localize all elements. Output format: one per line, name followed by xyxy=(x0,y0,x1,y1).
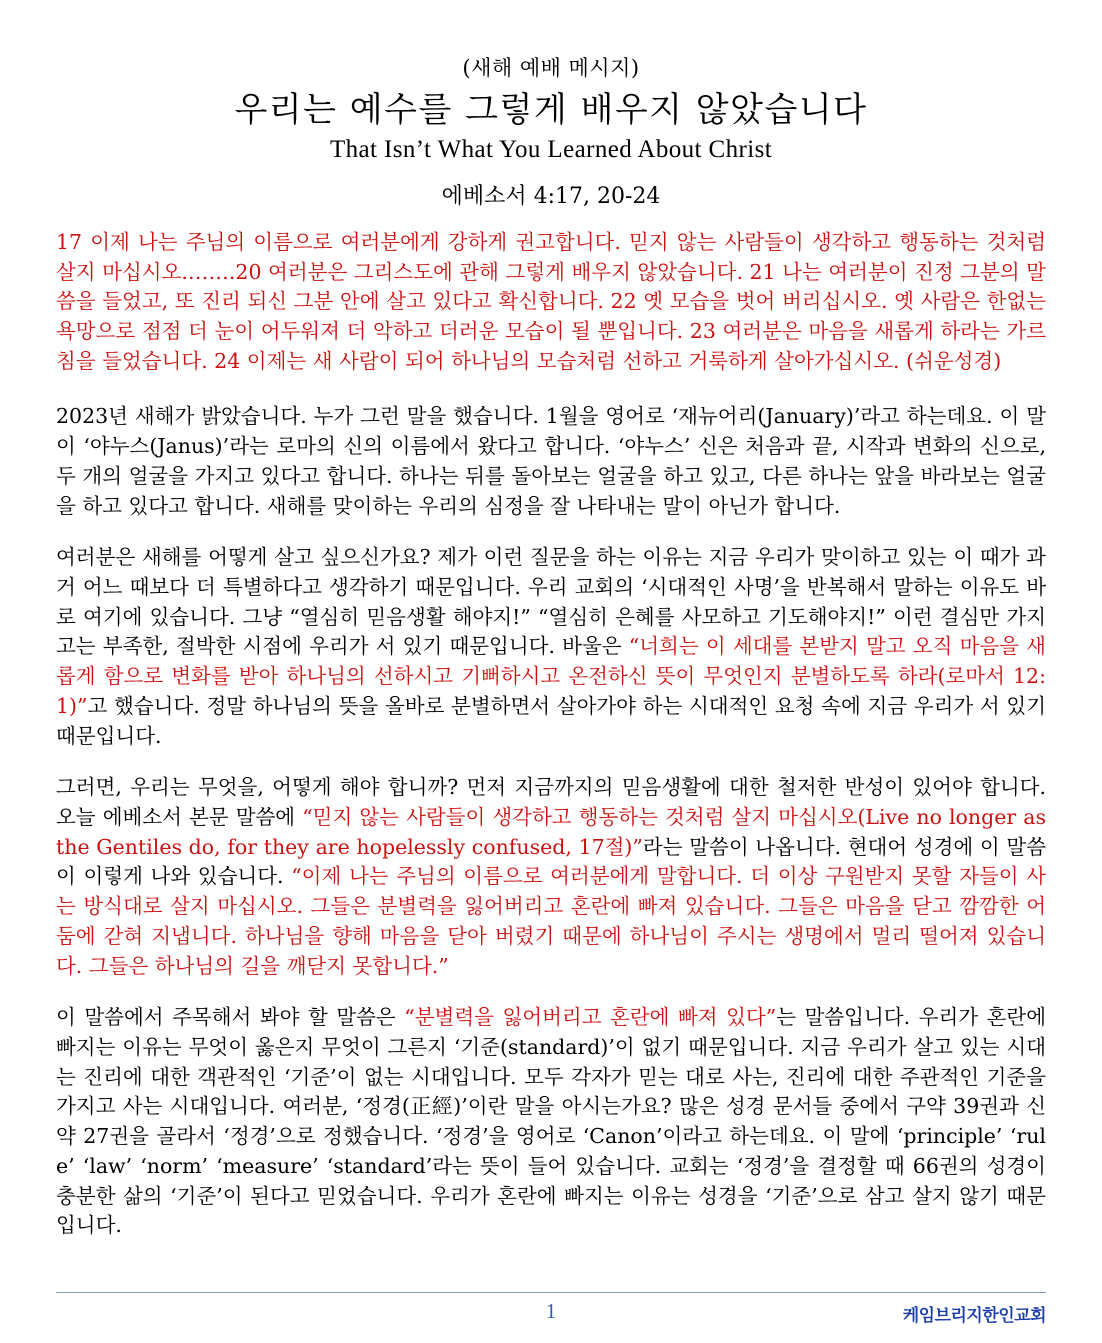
body-paragraph xyxy=(56,1003,1046,1241)
page-title-english: That Isn’t What You Learned About Christ xyxy=(329,135,773,163)
page-footer xyxy=(56,1292,1046,1333)
church-name: 케임브리지한인교회 xyxy=(902,1306,1046,1326)
paragraph-text: 이 말씀에서 주목해서 봐야 할 말씀은 xyxy=(56,1005,405,1030)
body-paragraph xyxy=(56,543,1046,751)
paragraph-text: 고 했습니다. 정말 하나님의 뜻을 올바로 분별하면서 살아가야 하는 시대적인 요청 속에 지금 우리가 서 있기 때문입니다. xyxy=(56,693,1046,748)
scripture-passage: 17 이제 나는 주님의 이름으로 여러분에게 강하게 권고합니다. 믿지 않는 사람들이 생각하고 행동하는 것처럼 살지 마십시오.…….20 여러분은 그리스도에 관해 그렇게 배우지 않았습니다. 21 나는 여러분이 진정 그분의 말씀을 들었고, 또 진리 되신 그분 안에 살고 있다고 확신합니다. 22 옛 모습을 벗어 버리십시오. 옛 사람은 한없는 욕망으로 점점 더 눈이 어두워져 더 악하고 더러운 모습이 될 뿐입니다. 23 여러분은 마음을 새롭게 하라는 가르침을 들었습니다. 24 이제는 새 사람이 되어 하나님의 모습처럼 선하고 거룩하게 살아가십시오. (쉬운성경) xyxy=(56,229,1046,373)
page-title-korean: 우리는 예수를 그렇게 배우지 않았습니다 xyxy=(234,90,868,130)
body-paragraph xyxy=(56,402,1046,521)
paragraph-text: 는 말씀입니다. 우리가 혼란에 빠지는 이유는 무엇이 옳은지 무엇이 그른지 ‘기준(standard)’이 없기 때문입니다. 지금 우리가 살고 있는 시대는 진리에 대한 객관적인 ‘기준’이 없는 시대입니다. 모두 각자가 믿는 대로 사는, 진리에 대한 주관적인 기준을 가지고 사는 시대입니다. 여러분, ‘정경(正經)’이란 말을 아시는가요? 많은 성경 문서들 중에서 구약 39권과 신약 27권을 골라서 ‘정경’으로 정했습니다. ‘정경’을 영어로 ‘Canon’이라고 하는데요. 이 말에 ‘principle’ ‘rule’ ‘law’ ‘norm’ ‘measure’ ‘standard’라는 뜻이 들어 있습니다. 교회는 ‘정경’을 결정할 때 66권의 성경이 충분한 삶의 ‘기준’이 된다고 믿었습니다. 우리가 혼란에 빠지는 이유는 성경을 ‘기준’으로 삼고 살지 않기 때문입니다. xyxy=(56,1005,1046,1238)
paragraph-text: 그러면, 우리는 무엇을, 어떻게 해야 합니까? 먼저 지금까지의 믿음생활에 대한 철저한 반성이 있어야 합니다. 오늘 에베소서 본문 말씀에 xyxy=(56,775,1046,830)
paragraph-text: 라는 말씀이 나옵니다. 현대어 성경에 이 말씀이 이렇게 나와 있습니다. xyxy=(56,834,1046,889)
highlighted-quote: “너희는 이 세대를 본받지 말고 오직 마음을 새롭게 함으로 변화를 받아 하나님의 선하시고 기뻐하시고 온전하신 뜻이 무엇인지 분별하도록 하라(로마서 12:1)” xyxy=(56,634,1046,718)
message-kicker: (새해 예배 메시지) xyxy=(462,56,640,80)
scripture-reference: 에베소서 4:17, 20-24 xyxy=(441,183,661,209)
body-content xyxy=(56,402,1046,1241)
highlighted-quote: “믿지 않는 사람들이 생각하고 행동하는 것처럼 살지 마십시오(Live no longer as the Gentiles do, for they are hopelessly confused, 17절)” xyxy=(56,805,1046,859)
highlighted-quote: “분별력을 잃어버리고 혼란에 빠져 있다” xyxy=(404,1005,777,1030)
body-paragraph xyxy=(56,773,1046,981)
highlighted-quote: “이제 나는 주님의 이름으로 여러분에게 말합니다. 더 이상 구원받지 못할 자들이 사는 방식대로 살지 마십시오. 그들은 분별력을 잃어버리고 혼란에 빠져 있습니다. 그들은 마음을 닫고 깜깜한 어둠에 갇혀 지냅니다. 하나님을 향해 마음을 닫아 버렸기 때문에 하나님이 주시는 생명에서 멀리 떨어져 있습니다. 그들은 하나님의 길을 깨닫지 못합니다.” xyxy=(56,864,1046,978)
page-number: 1 xyxy=(545,1299,557,1323)
paragraph-text: 여러분은 새해를 어떻게 살고 싶으신가요? 제가 이런 질문을 하는 이유는 지금 우리가 맞이하고 있는 이 때가 과거 어느 때보다 더 특별하다고 생각하기 때문입니다. 우리 교회의 ‘시대적인 사명’을 반복해서 말하는 이유도 바로 여기에 있습니다. 그냥 “열심히 믿음생활 해야지!” “열심히 은혜를 사모하고 기도해야지!” 이런 결심만 가지고는 부족한, 절박한 시점에 우리가 서 있기 때문입니다. 바울은 xyxy=(56,545,1046,659)
paragraph-text: 2023년 새해가 밝았습니다. 누가 그런 말을 했습니다. 1월을 영어로 ‘재뉴어리(January)’라고 하는데요. 이 말이 ‘야누스(Janus)’라는 로마의 신의 이름에서 왔다고 합니다. ‘야누스’ 신은 처음과 끝, 시작과 변화의 신으로, 두 개의 얼굴을 가지고 있다고 합니다. 하나는 뒤를 돌아보는 얼굴을 하고 있고, 다른 하나는 앞을 바라보는 얼굴을 하고 있다고 합니다. 새해를 맞이하는 우리의 심정을 잘 나타내는 말이 아닌가 합니다. xyxy=(56,404,1046,518)
